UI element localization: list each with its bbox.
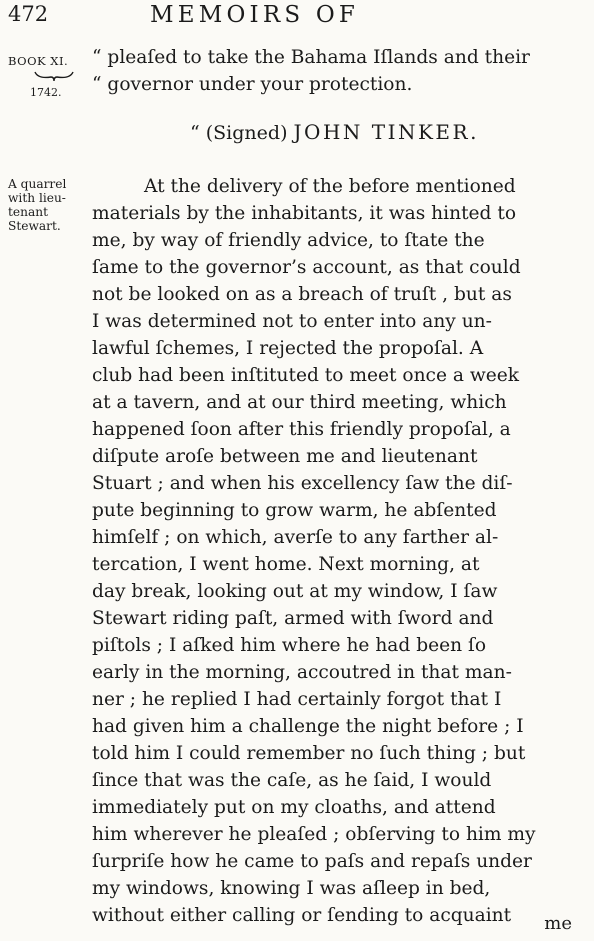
body-line: ſame to the governor’s account, as that could [92, 257, 521, 278]
sidenote-line: with lieu- [8, 191, 66, 205]
body-line: at a tavern, and at our third meeting, which [92, 392, 507, 413]
body-line: not be looked on as a breach of truſt , but as [92, 284, 512, 305]
sidenote-line: Stewart. [8, 219, 61, 233]
body-line: ner ; he replied I had certainly forgot that I [92, 689, 502, 710]
body-line: Stewart riding paſt, armed with ſword and [92, 608, 494, 629]
catchword: me [544, 913, 572, 934]
body-line: without either calling or ſending to acquaint [92, 905, 512, 926]
page-number: 472 [8, 2, 49, 26]
signature-prefix: “ (Signed) [190, 122, 288, 144]
body-line: club had been inſtituted to meet once a week [92, 365, 520, 386]
body-line: pute beginning to grow warm, he abſented [92, 500, 497, 521]
body-line: happened ſoon after this friendly propoſal, a [92, 419, 511, 440]
body-line: told him I could remember no ſuch thing ; but [92, 743, 526, 764]
margin-book-label: BOOK XI. [8, 54, 69, 68]
body-line: day break, looking out at my window, I ſaw [92, 581, 498, 602]
body-line: tercation, I went home. Next morning, at [92, 554, 480, 575]
signature [190, 120, 479, 144]
body-line: piſtols ; I aſked him where he had been ſo [92, 635, 487, 656]
body-line: ſince that was the caſe, as he ſaid, I would [92, 770, 492, 791]
body-line: lawful ſchemes, I rejected the propoſal. A [92, 338, 484, 359]
body-line: had given him a challenge the night before ; I [92, 716, 524, 737]
body-line: himſelf ; on which, averſe to any farther al- [92, 527, 499, 548]
quote-line: “ governor under your protection. [92, 74, 413, 95]
body-line: my windows, knowing I was aſleep in bed, [92, 878, 491, 899]
sidenote-line: tenant [8, 205, 48, 219]
body-line: Stuart ; and when his excellency ſaw the diſ- [92, 473, 513, 494]
body-line: early in the morning, accoutred in that man- [92, 662, 512, 683]
margin-year: 1742. [30, 86, 62, 99]
sidenote-line: A quarrel [8, 177, 67, 191]
body-line: immediately put on my cloaths, and attend [92, 797, 496, 818]
body-line: I was determined not to enter into any un- [92, 311, 492, 332]
body-line: me, by way of friendly advice, to ſtate the [92, 230, 485, 251]
brace-ornament [34, 70, 74, 82]
quote-line: “ pleaſed to take the Bahama Iſlands and their [92, 47, 530, 68]
body-line: materials by the inhabitants, it was hinted to [92, 203, 517, 224]
running-title: MEMOIRS OF [150, 2, 360, 28]
body-line: diſpute aroſe between me and lieutenant [92, 446, 478, 467]
signature-name: JOHN TINKER. [293, 120, 479, 144]
body-line: him wherever he pleaſed ; obſerving to him my [92, 824, 536, 845]
body-line: At the delivery of the before mentioned [144, 176, 516, 197]
body-line: ſurpriſe how he came to paſs and repaſs under [92, 851, 532, 872]
